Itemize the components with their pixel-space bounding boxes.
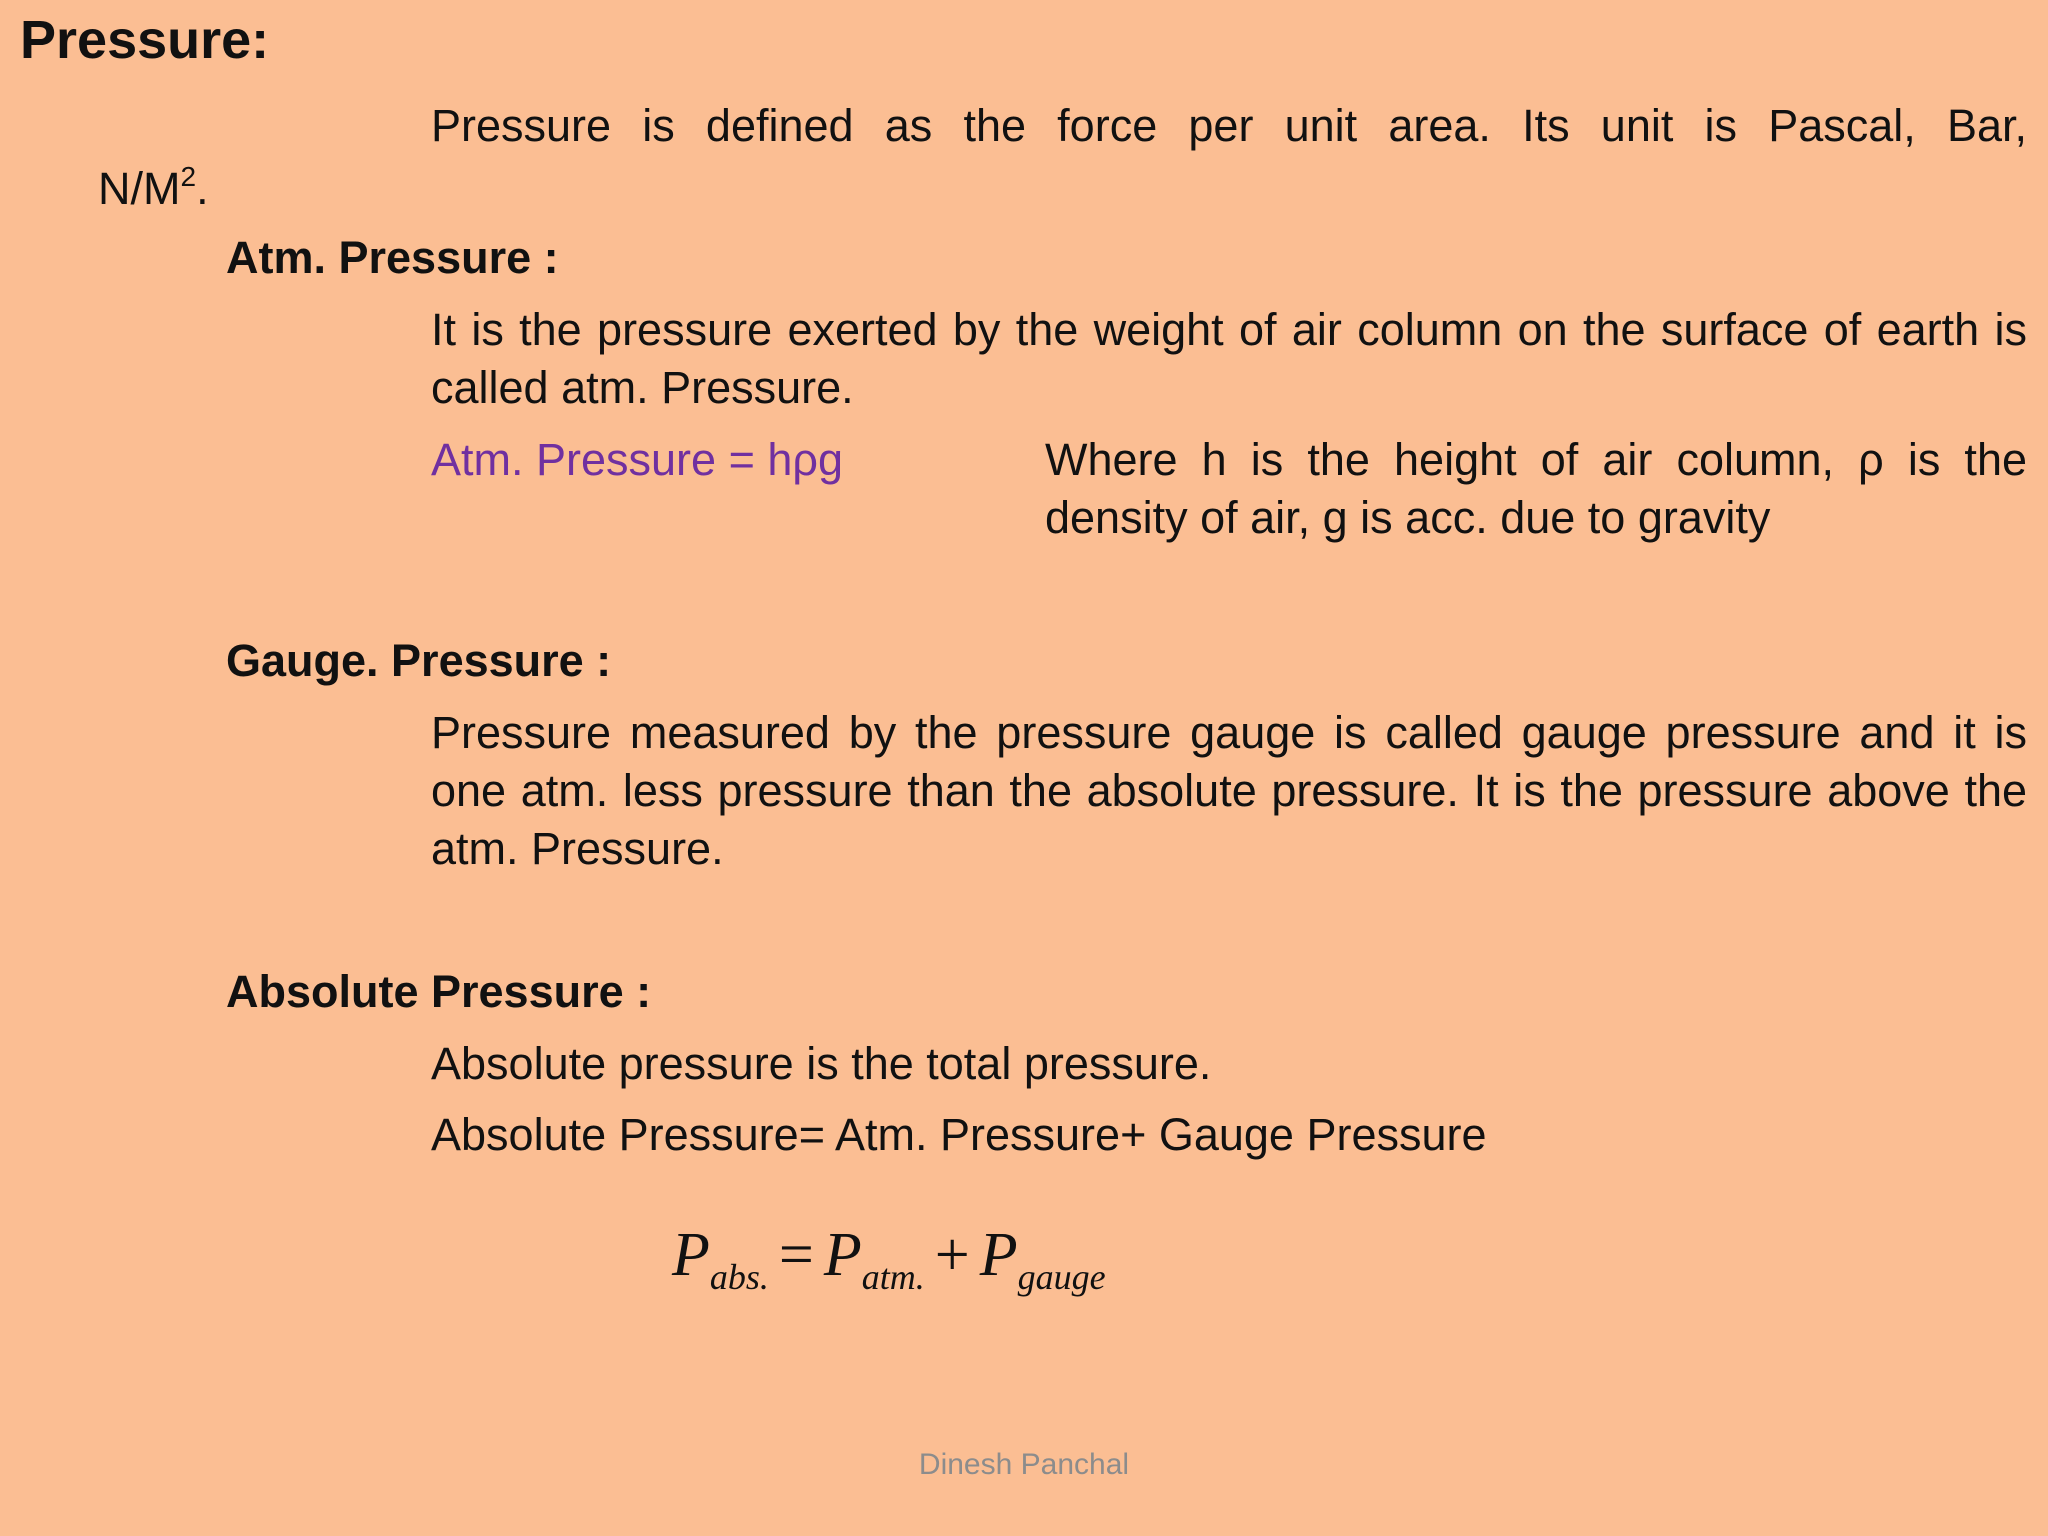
- gauge-pressure-text: Pressure measured by the pressure gauge is called gauge pressure and it is one atm. less pressure than the absolute pressure. It is the pressure above the atm. Pressure.: [431, 707, 2027, 874]
- eq-p-atm: P: [823, 1221, 862, 1289]
- eq-p-abs: P: [672, 1221, 710, 1289]
- absolute-pressure-text-2: Absolute Pressure= Atm. Pressure+ Gauge Pressure: [431, 1109, 1487, 1160]
- atm-pressure-text: It is the pressure exerted by the weight of air column on the surface of earth is called atm. Pressure.: [431, 304, 2027, 413]
- eq-p-gauge: P: [979, 1221, 1018, 1289]
- definition-line-2: [98, 160, 209, 218]
- gauge-pressure-heading: Gauge. Pressure :: [226, 635, 612, 686]
- footer-author: Dinesh Panchal: [918, 1448, 1130, 1481]
- atm-pressure-formula: Atm. Pressure = hρg: [431, 434, 844, 485]
- pressure-equation: [672, 1215, 1106, 1295]
- eq-sub-abs: abs.: [709, 1257, 769, 1297]
- unit-text: N/M: [98, 163, 181, 214]
- eq-equals: =: [778, 1221, 814, 1289]
- absolute-pressure-heading: Absolute Pressure :: [226, 966, 652, 1017]
- eq-plus: +: [934, 1221, 970, 1289]
- unit-period: .: [196, 163, 209, 214]
- absolute-pressure-text-1: Absolute pressure is the total pressure.: [431, 1038, 1212, 1089]
- eq-sub-atm: atm.: [861, 1257, 925, 1297]
- atm-pressure-heading: Atm. Pressure :: [226, 232, 559, 283]
- slide-title: Pressure:: [20, 10, 270, 70]
- unit-superscript: 2: [180, 161, 197, 192]
- eq-sub-gauge: gauge: [1017, 1257, 1106, 1297]
- definition-line-1: Pressure is defined as the force per unit area. Its unit is Pascal, Bar,: [431, 100, 2027, 151]
- atm-pressure-where: Where h is the height of air column, ρ is the density of air, g is acc. due to gravity: [1045, 434, 2027, 543]
